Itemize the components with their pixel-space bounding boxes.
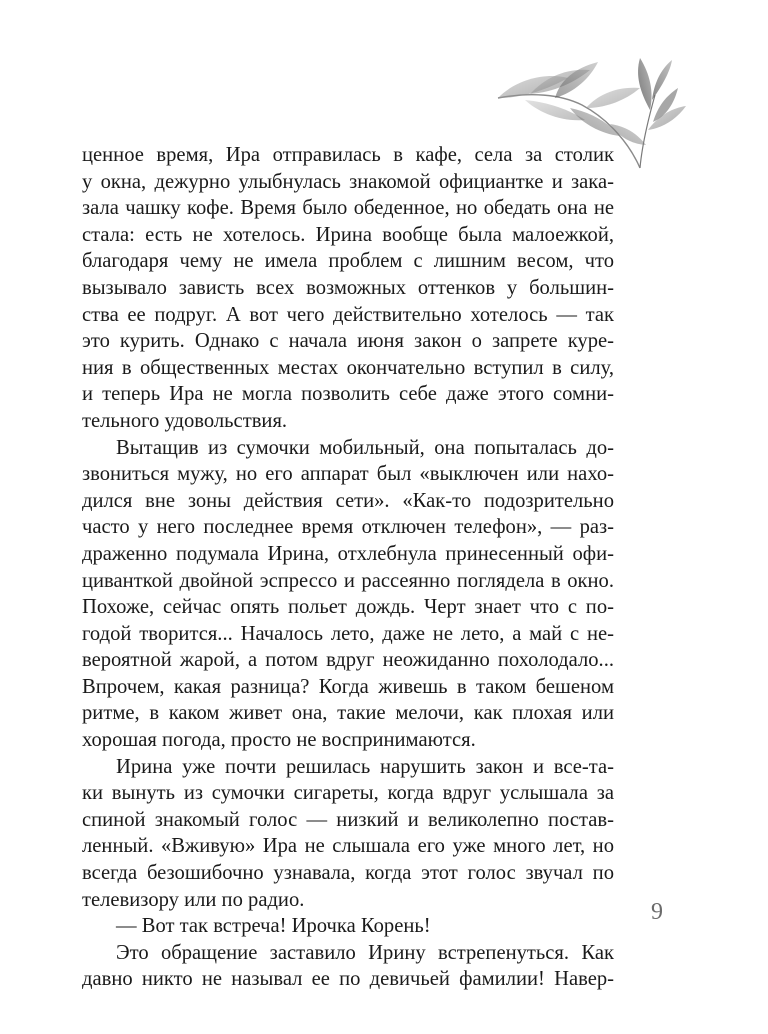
text-line: Ирина уже почти решилась нарушить закон и все-та- xyxy=(116,755,614,778)
text-line: ния в общественных местах окончательно вступил в силу, xyxy=(82,356,614,379)
text-line: всегда безошибочно узнавала, когда этот голос звучал по xyxy=(82,862,614,885)
text-line: спиной знакомый голос — низкий и великолепно постав- xyxy=(82,808,614,831)
text-line: Впрочем, какая разница? Когда живешь в таком бешеном xyxy=(82,675,614,698)
text-line: дился вне зоны действия сети». «Как-то подозрительно xyxy=(82,489,614,512)
body-text xyxy=(82,142,614,993)
page-number: 9 xyxy=(651,899,663,925)
text-line: телевизору или по радио. xyxy=(82,888,305,911)
text-line: Похоже, сейчас опять польет дождь. Черт знает что с по- xyxy=(82,596,614,619)
text-line: зала чашку кофе. Время было обеденное, но обедать она не xyxy=(82,197,614,220)
text-line: вызывало зависть всех возможных оттенков у большин- xyxy=(82,276,614,299)
text-line: ки вынуть из сумочки сигареты, когда вдруг услышала за xyxy=(82,782,614,805)
text-line: тельного удовольствия. xyxy=(82,409,288,432)
text-line: ленный. «Вживую» Ира не слышала его уже много лет, но xyxy=(82,835,614,858)
text-line: благодаря чему не имела проблем с лишним весом, что xyxy=(82,250,614,273)
text-line: и теперь Ира не могла позволить себе даже этого сомни- xyxy=(82,383,614,406)
text-line: хорошая погода, просто не воспринимаются. xyxy=(82,729,476,752)
text-line: годой творится... Началось лето, даже не лето, а май с не- xyxy=(82,622,614,645)
text-line: звониться мужу, но его аппарат был «выключен или нахо- xyxy=(82,463,614,486)
text-line: стала: есть не хотелось. Ирина вообще была малоежкой, xyxy=(82,223,614,246)
text-line: Вытащив из сумочки мобильный, она попыталась до- xyxy=(116,436,614,459)
text-line: вероятной жарой, а потом вдруг неожиданно похолодало... xyxy=(82,649,614,672)
text-line: циванткой двойной эспрессо и рассеянно поглядела в окно. xyxy=(82,569,614,592)
text-line: у окна, дежурно улыбнулась знакомой официантке и зака- xyxy=(82,170,614,193)
text-line: часто у него последнее время отключен телефон», — раз- xyxy=(82,516,614,539)
text-line: драженно подумала Ирина, отхлебнула принесенный офи- xyxy=(82,542,614,565)
text-line: ценное время, Ира отправилась в кафе, села за столик xyxy=(82,144,614,166)
text-line: ства ее подруг. А вот чего действительно хотелось — так xyxy=(82,303,614,326)
text-line: ритме, в каком живет она, такие мелочи, как плохая или xyxy=(82,702,614,725)
text-line: это курить. Однако с начала июня закон о запрете куре- xyxy=(82,330,614,353)
text-line: — Вот так встреча! Ирочка Корень! xyxy=(116,915,431,938)
text-line: Это обращение заставило Ирину встрепенуться. Как xyxy=(116,941,614,964)
text-line: давно никто не называл ее по девичьей фамилии! Навер- xyxy=(82,968,614,991)
